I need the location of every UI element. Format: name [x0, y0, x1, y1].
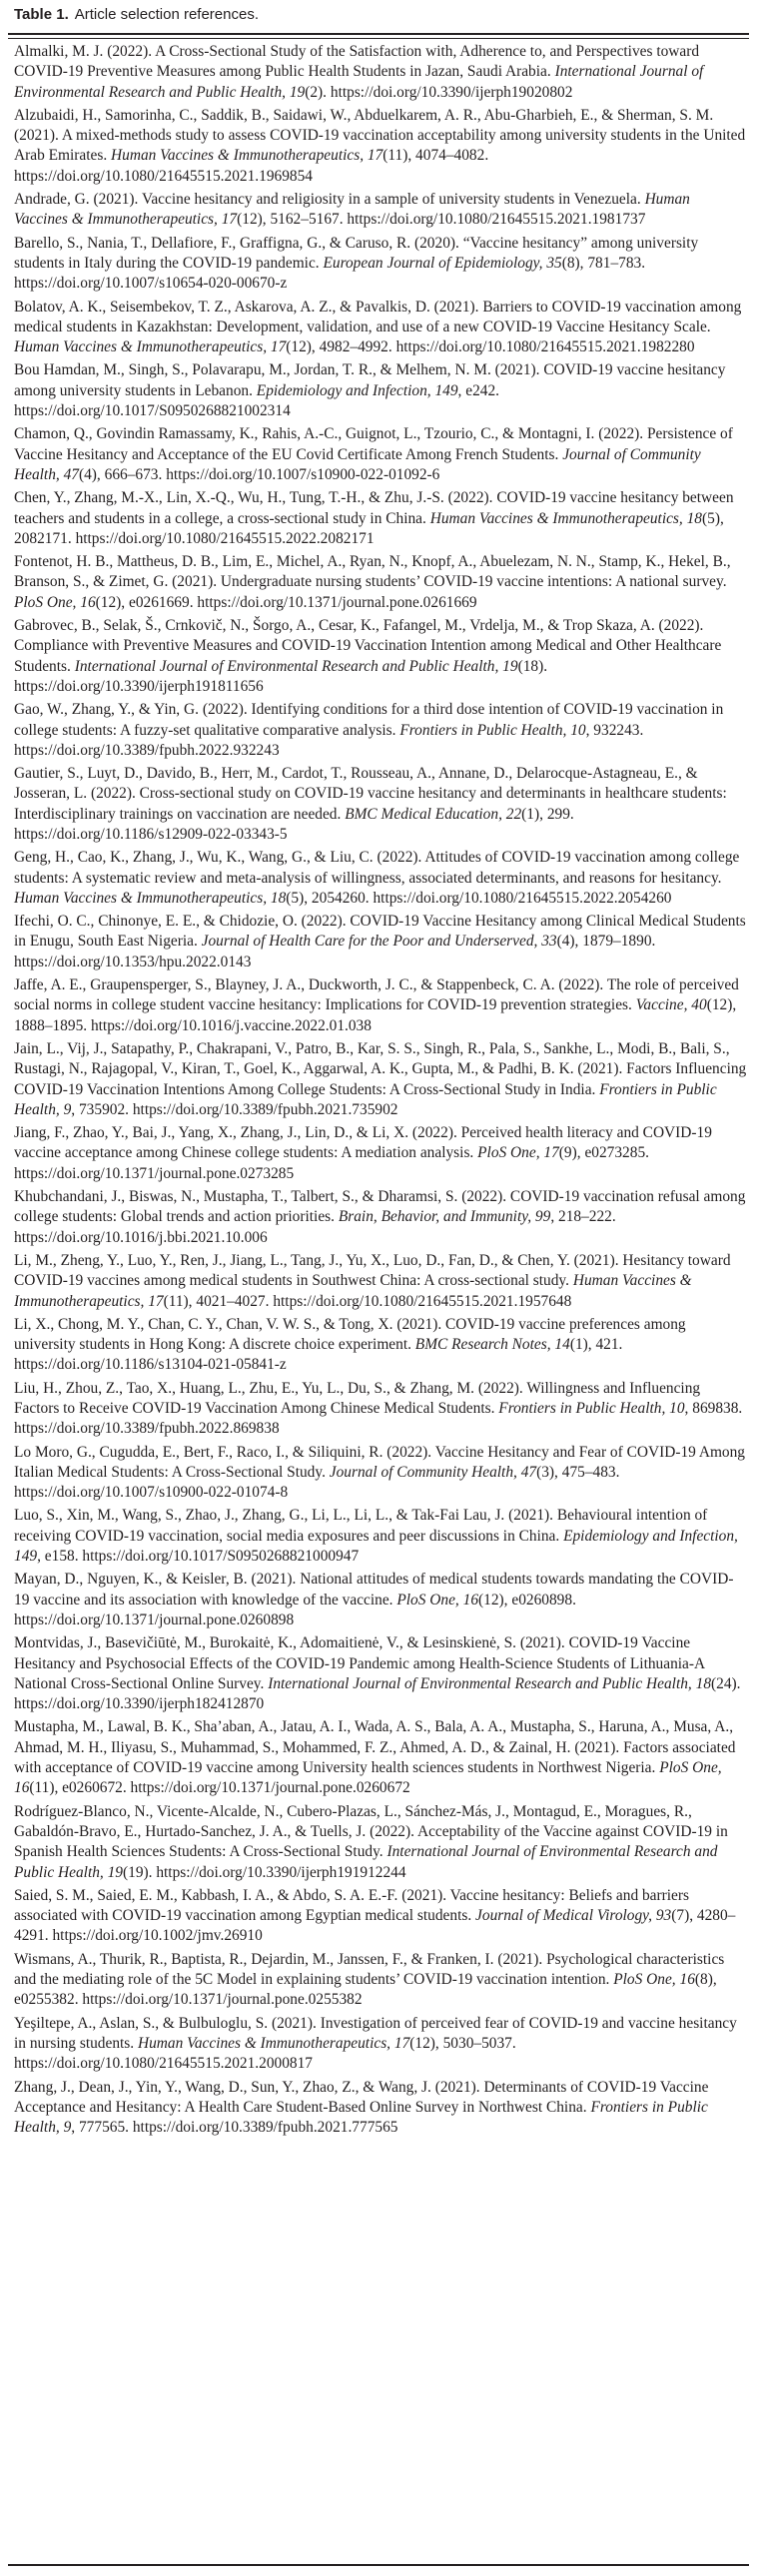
reference-authors-title: Gabrovec, B., Selak, Š., Crnkovič, N., Šorgo, A., Cesar, K., Fafangel, M., Vrdelja, M., & Trop Skaza, A. (2022). Compliance with Preventive Measures and COVID-19 Vaccination Intention among Medical and Other Healthcare Students. [14, 617, 722, 675]
reference-authors-title: Gautier, S., Luyt, D., Davido, B., Herr, M., Cardot, T., Rousseau, A., Annane, D., Delarocque-Astagneau, E., & Josseran, L. (2022). Cross-sectional study on COVID-19 vaccine hesitancy and determinants in healthcare students: Interdisciplinary trainings on vaccination are needed. [14, 765, 727, 823]
reference-authors-title: Yeşiltepe, A., Aslan, S., & Bulbuloglu, S. (2021). Investigation of perceived fear of COVID-19 and vaccine hesitancy in nursing students. [14, 2014, 737, 2052]
reference-journal: Frontiers in Public Health, 9 [14, 2098, 708, 2137]
reference-doi: (9), e0273285. https://doi.org/10.1371/journal.pone.0273285 [14, 1144, 649, 1182]
reference-entry [14, 488, 747, 549]
reference-entry [14, 1443, 747, 1504]
reference-doi: , 218–222. https://doi.org/10.1016/j.bbi.2021.10.006 [14, 1208, 616, 1246]
reference-entry [14, 1633, 747, 1714]
reference-doi: (19). https://doi.org/10.3390/ijerph191912244 [123, 1863, 406, 1881]
reference-entry [14, 1950, 747, 2011]
reference-doi: (1), 299. https://doi.org/10.1186/s12909-022-03343-5 [14, 805, 574, 843]
reference-entry [14, 1802, 747, 1883]
reference-authors-title: Rodríguez-Blanco, N., Vicente-Alcalde, N., Cubero-Plazas, L., Sánchez-Más, J., Montagud, E., Moragues, R., Gabaldón-Bravo, E., Hurtado-Sanchez, J. A., & Tuells, J. (2022). Acceptability of the Vaccine against COVID-19 in Spanish Health Sciences Students: A Cross-Sectional Study. [14, 1802, 728, 1861]
reference-journal: Vaccine, 40 [635, 996, 707, 1014]
reference-entry [14, 1039, 747, 1120]
reference-authors-title: Barello, S., Nania, T., Dellafiore, F., Graffigna, G., & Caruso, R. (2020). “Vaccine hesitancy” among university students in Italy during the COVID-19 pandemic. [14, 234, 699, 272]
table-title: Article selection references. [74, 6, 259, 23]
reference-journal: Human Vaccines & Immunotherapeutics, 17 [14, 191, 690, 229]
reference-doi: (11), 4021–4027. https://doi.org/10.1080/21645515.2021.1957648 [163, 1292, 572, 1310]
reference-entry [14, 424, 747, 485]
reference-entry [14, 1123, 747, 1184]
reference-doi: (24). https://doi.org/10.3390/ijerph182412870 [14, 1674, 741, 1713]
reference-doi: , 735902. https://doi.org/10.3389/fpubh.2021.735902 [71, 1100, 398, 1118]
reference-authors-title: Khubchandani, J., Biswas, N., Mustapha, T., Talbert, S., & Dharamsi, S. (2022). COVID-19 vaccination refusal among college students: Global trends and action priorities. [14, 1188, 746, 1226]
reference-entry [14, 616, 747, 697]
reference-journal: International Journal of Environmental Research and Public Health, 19 [14, 63, 704, 101]
reference-journal: PloS One, 16 [14, 1759, 722, 1797]
reference-doi: , 777565. https://doi.org/10.3389/fpubh.2021.777565 [71, 2119, 398, 2137]
reference-journal: Human Vaccines & Immunotherapeutics, 17 [14, 1272, 692, 1310]
reference-entry [14, 1251, 747, 1312]
reference-doi: (12), 4982–4992. https://doi.org/10.1080/21645515.2021.1982280 [286, 338, 695, 356]
reference-entry [14, 2078, 747, 2139]
reference-entry [14, 1315, 747, 1376]
reference-authors-title: Saied, S. M., Saied, E. M., Kabbash, I. A., & Abdo, S. A. E.-F. (2021). Vaccine hesitancy: Beliefs and barriers associated with COVID-19 vaccination among Egyptian medical students. [14, 1886, 689, 1925]
reference-doi: (2). https://doi.org/10.3390/ijerph19020802 [305, 83, 573, 101]
reference-journal: Journal of Medical Virology, 93 [475, 1907, 672, 1925]
reference-authors-title: Lo Moro, G., Cugudda, E., Bert, F., Raco, I., & Siliquini, R. (2022). Vaccine Hesitancy and Fear of COVID-19 Among Italian Medical Students: A Cross-Sectional Study. [14, 1443, 745, 1481]
reference-authors-title: Mayan, D., Nguyen, K., & Keisler, B. (2021). National attitudes of medical students towards mandating the COVID-19 vaccine and its association with knowledge of the vaccine. [14, 1571, 734, 1609]
reference-entry [14, 1886, 747, 1947]
reference-doi: (1), 421. https://doi.org/10.1186/s13104-021-05841-z [14, 1336, 623, 1374]
reference-doi: (4), 666–673. https://doi.org/10.1007/s10900-022-01092-6 [78, 465, 440, 483]
reference-authors-title: Zhang, J., Dean, J., Yin, Y., Wang, D., Sun, Y., Zhao, Z., & Wang, J. (2021). Determinants of COVID-19 Vaccine Acceptance and Hesitancy: A Health Care Student-Based Online Survey in Northwest China. [14, 2078, 709, 2116]
reference-doi: (8), e0255382. https://doi.org/10.1371/journal.pone.0255382 [14, 1971, 717, 2009]
reference-authors-title: Ifechi, O. C., Chinonye, E. E., & Chidozie, O. (2022). COVID-19 Vaccine Hesitancy among Clinical Medical Students in Enugu, South East Nigeria. [14, 913, 746, 951]
reference-doi: (11), 4074–4082. https://doi.org/10.1080/21645515.2021.1969854 [14, 147, 489, 185]
reference-journal: PloS One, 16 [613, 1971, 695, 1989]
reference-entry [14, 1187, 747, 1248]
reference-doi: (11), e0260672. https://doi.org/10.1371/journal.pone.0260672 [29, 1779, 410, 1797]
reference-doi: (12), 1888–1895. https://doi.org/10.1016/j.vaccine.2022.01.038 [14, 996, 737, 1034]
reference-journal: Frontiers in Public Health, 10 [399, 721, 586, 739]
reference-journal: International Journal of Environmental Research and Public Health, 19 [74, 657, 518, 675]
reference-authors-title: Alzubaidi, H., Samorinha, C., Saddik, B., Saidawi, W., Abduelkarem, A. R., Abu-Gharbieh, E., & Sherman, S. M. (2021). A mixed-methods study to assess COVID-19 vaccination acceptability among university students in the United Arab Emirates. [14, 106, 746, 165]
reference-doi: (12), 5162–5167. https://doi.org/10.1080/21645515.2021.1981737 [237, 211, 646, 229]
reference-doi: , 869838. https://doi.org/10.3389/fpubh.2022.869838 [14, 1400, 743, 1438]
table-number: Table 1. [14, 6, 69, 23]
reference-entry [14, 106, 747, 187]
reference-authors-title: Mustapha, M., Lawal, B. K., Sha’aban, A., Jatau, A. I., Wada, A. S., Bala, A. A., Mustapha, S., Haruna, A., Musa, A., Ahmad, M. H., Iliyasu, S., Muhammad, S., Mohammed, F. Z., Ahmed, A. D., & Zainal, H. (2021). Factors associated with acceptance of COVID-19 vaccine among University health sciences students in Northwest Nigeria. [14, 1718, 736, 1777]
reference-authors-title: Li, M., Zheng, Y., Luo, Y., Ren, J., Jiang, L., Tang, J., Yu, X., Luo, D., Fan, D., & Chen, Y. (2021). Hesitancy toward COVID-19 vaccines among medical students in Southwest China: A cross-sectional study. [14, 1251, 731, 1290]
reference-doi: (18). https://doi.org/10.3390/ijerph191811656 [14, 657, 548, 695]
reference-doi: , e242. https://doi.org/10.1017/S0950268821002314 [14, 381, 500, 420]
reference-authors-title: Liu, H., Zhou, Z., Tao, X., Huang, L., Zhu, E., Yu, L., Du, S., & Zhang, M. (2022). Willingness and Influencing Factors to Receive COVID-19 Vaccination Among Chinese Medical Students. [14, 1379, 701, 1417]
reference-doi: , 932243. https://doi.org/10.3389/fpubh.2022.932243 [14, 721, 644, 759]
reference-entry [14, 912, 747, 972]
reference-journal: Journal of Health Care for the Poor and Underserved, 33 [201, 933, 557, 951]
reference-entry [14, 1379, 747, 1440]
reference-journal: International Journal of Environmental Research and Public Health, 18 [268, 1674, 712, 1692]
reference-authors-title: Bou Hamdan, M., Singh, S., Polavarapu, M., Jordan, T. R., & Melhem, N. M. (2021). COVID-19 vaccine hesitancy among university students in Lebanon. [14, 361, 726, 399]
reference-entry [14, 42, 747, 103]
reference-authors-title: Fontenot, H. B., Mattheus, D. B., Lim, E., Michel, A., Ryan, N., Knopf, A., Abuelezam, N. N., Stamp, K., Hekel, B., Branson, S., & Zimet, G. (2021). Undergraduate nursing students’ COVID-19 vaccine intentions: A national survey. [14, 553, 731, 591]
reference-journal: Brain, Behavior, and Immunity, 99 [338, 1208, 551, 1226]
reference-doi: (3), 475–483. https://doi.org/10.1007/s10900-022-01074-8 [14, 1463, 620, 1502]
reference-authors-title: Luo, S., Xin, M., Wang, S., Zhao, J., Zhang, G., Li, L., Li, L., & Tak-Fai Lau, J. (2021). Behavioural intention of receiving COVID-19 vaccination, social media exposures and peer discussions in China. [14, 1507, 708, 1545]
reference-doi: (7), 4280–4291. https://doi.org/10.1002/jmv.26910 [14, 1907, 736, 1945]
reference-entry [14, 552, 747, 613]
reference-entry [14, 2014, 747, 2075]
reference-journal: Human Vaccines & Immunotherapeutics, 17 [14, 338, 287, 356]
reference-journal: BMC Research Notes, 14 [414, 1336, 570, 1354]
reference-entry [14, 700, 747, 761]
reference-doi: , e158. https://doi.org/10.1017/S0950268821000947 [37, 1548, 360, 1566]
reference-doi: (5), 2082171. https://doi.org/10.1080/21645515.2022.2082171 [14, 509, 724, 547]
top-rule [8, 33, 749, 35]
reference-entry [14, 848, 747, 909]
reference-journal: Human Vaccines & Immunotherapeutics, 18 [429, 509, 702, 527]
reference-journal: European Journal of Epidemiology, 35 [323, 254, 562, 272]
bottom-rule [8, 2564, 749, 2566]
reference-entry [14, 298, 747, 358]
header-rule [8, 38, 749, 39]
reference-entry [14, 360, 747, 421]
table-caption [14, 6, 259, 24]
reference-doi: (12), e0261669. https://doi.org/10.1371/journal.pone.0261669 [95, 593, 477, 611]
reference-authors-title: Wismans, A., Thurik, R., Baptista, R., Dejardin, M., Janssen, F., & Franken, I. (2021). Psychological characteristics and the mediating role of the 5C Model in explaining students’ COVID-19 vaccination intention. [14, 1950, 725, 1989]
reference-authors-title: Bolatov, A. K., Seisembekov, T. Z., Askarova, A. Z., & Pavalkis, D. (2021). Barriers to COVID-19 vaccination among medical students in Kazakhstan: Development, validation, and use of a new COVID-19 Vaccine Hesitancy Scale. [14, 298, 742, 335]
reference-journal: PloS One, 16 [14, 593, 96, 611]
reference-journal: PloS One, 16 [396, 1591, 479, 1609]
reference-doi: (5), 2054260. https://doi.org/10.1080/21645515.2022.2054260 [286, 889, 672, 907]
reference-entry [14, 190, 747, 231]
reference-authors-title: Montvidas, J., Basevičiūtė, M., Burokaitė, K., Adomaitienė, V., & Lesinskienė, S. (2021). COVID-19 Vaccine Hesitancy and Psychosocial Effects of the COVID-19 Pandemic among Health-Science Students of Lithuania-A National Cross-Sectional Online Survey. [14, 1634, 705, 1692]
reference-entry [14, 1506, 747, 1567]
reference-journal: Frontiers in Public Health, 10 [498, 1400, 685, 1417]
reference-doi: (4), 1879–1890. https://doi.org/10.1353/hpu.2022.0143 [14, 933, 656, 970]
reference-doi: (12), 5030–5037. https://doi.org/10.1080/21645515.2021.2000817 [14, 2034, 516, 2073]
reference-authors-title: Geng, H., Cao, K., Zhang, J., Wu, K., Wang, G., & Liu, C. (2022). Attitudes of COVID-19 vaccination among college students: A systematic review and meta-analysis of willingness, associated determinants, and reasons for hesitancy. [14, 849, 740, 887]
reference-authors-title: Jaffe, A. E., Graupensperger, S., Blayney, J. A., Duckworth, J. C., & Stappenbeck, C. A. (2022). The role of perceived social norms in college student vaccine hesitancy: Implications for COVID-19 prevention strategies. [14, 976, 739, 1014]
reference-doi: (8), 781–783. https://doi.org/10.1007/s10654-020-00670-z [14, 254, 646, 293]
reference-authors-title: Chen, Y., Zhang, M.-X., Lin, X.-Q., Wu, H., Tung, T.-H., & Zhu, J.-S. (2022). COVID-19 vaccine hesitancy between teachers and students in a college, a cross-sectional study in China. [14, 489, 734, 527]
reference-journal: Human Vaccines & Immunotherapeutics, 17 [137, 2034, 410, 2052]
reference-authors-title: Almalki, M. J. (2022). A Cross-Sectional Study of the Satisfaction with, Adherence to, and Perspectives toward COVID-19 Preventive Measures among Public Health Students in Jazan, Saudi Arabia. [14, 43, 700, 81]
reference-authors-title: Li, X., Chong, M. Y., Chan, C. Y., Chan, V. W. S., & Tong, X. (2021). COVID-19 vaccine preferences among university students in Hong Kong: A discrete choice experiment. [14, 1315, 686, 1354]
reference-entry [14, 1570, 747, 1630]
reference-authors-title: Jain, L., Vij, J., Satapathy, P., Chakrapani, V., Patro, B., Kar, S. S., Singh, R., Pala, S., Sankhe, L., Modi, B., Bali, S., Rustagi, N., Rajagopal, V., Kiran, T., Goel, K., Aggarwal, A. K., Gupta, M., & Padhi, B. K. (2021). Factors Influencing COVID-19 Vaccination Intentions Among College Students: A Cross-Sectional Study in India. [14, 1039, 747, 1098]
reference-journal: Human Vaccines & Immunotherapeutics, 18 [14, 889, 287, 907]
reference-authors-title: Andrade, G. (2021). Vaccine hesitancy and religiosity in a sample of university students in Venezuela. [14, 191, 645, 209]
reference-journal: Epidemiology and Infection, 149 [14, 1527, 738, 1566]
reference-journal: Journal of Community Health, 47 [329, 1463, 537, 1481]
reference-journal: PloS One, 17 [477, 1144, 559, 1162]
reference-journal: Journal of Community Health, 47 [14, 445, 701, 483]
reference-doi: (12), e0260898. https://doi.org/10.1371/journal.pone.0260898 [14, 1591, 576, 1628]
reference-entry [14, 234, 747, 295]
reference-entry [14, 975, 747, 1036]
reference-journal: Frontiers in Public Health, 9 [14, 1080, 717, 1118]
reference-authors-title: Gao, W., Zhang, Y., & Yin, G. (2022). Identifying conditions for a third dose intention of COVID-19 vaccination in college students: A fuzzy-set qualitative comparative analysis. [14, 701, 724, 739]
reference-journal: Epidemiology and Infection, 149 [256, 381, 458, 399]
reference-list [14, 42, 747, 2141]
reference-entry [14, 1717, 747, 1798]
reference-authors-title: Jiang, F., Zhao, Y., Bai, J., Yang, X., Zhang, J., Lin, D., & Li, X. (2022). Perceived health literacy and COVID-19 vaccine acceptance among Chinese college students: A mediation analysis. [14, 1124, 712, 1162]
reference-entry [14, 764, 747, 845]
reference-authors-title: Chamon, Q., Govindin Ramassamy, K., Rahis, A.-C., Guignot, L., Tzourio, C., & Montagni, I. (2022). Persistence of Vaccine Hesitancy and Acceptance of the EU Covid Certificate Among French Students. [14, 425, 733, 463]
reference-journal: International Journal of Environmental Research and Public Health, 19 [14, 1843, 718, 1881]
reference-journal: BMC Medical Education, 22 [345, 805, 522, 823]
reference-journal: Human Vaccines & Immunotherapeutics, 17 [111, 147, 383, 165]
